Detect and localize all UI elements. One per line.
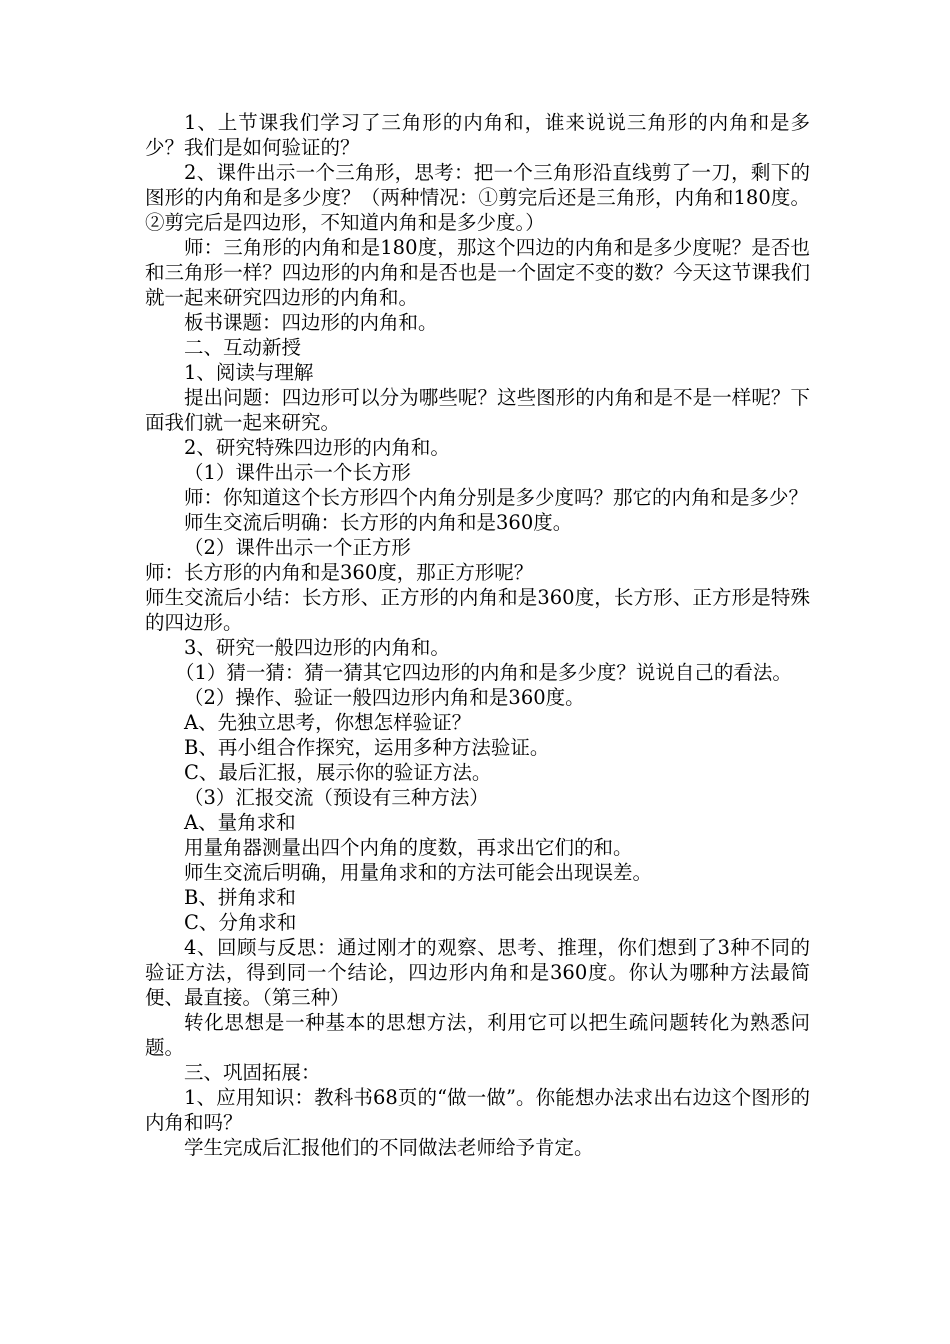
paragraph-reflection: 4、回顾与反思：通过刚才的观察、思考、推理，你们想到了3种不同的验证方法，得到同一个结论，四边形内角和是360度。你认为哪种方法最简便、最直接。（第三种） [145,936,810,1009]
paragraph-rectangle: （1）课件出示一个长方形 [184,461,411,484]
paragraph-report: （3）汇报交流（预设有三种方法） [184,786,489,809]
section-heading-interactive: 二、互动新授 [184,336,302,359]
paragraph-verify: （2）操作、验证一般四边形内角和是360度。 [184,686,585,709]
paragraph-review-triangle: 1、上节课我们学习了三角形的内角和，谁来说说三角形的内角和是多少？我们是如何验证的？ [145,111,810,159]
paragraph-general-quad: 3、研究一般四边形的内角和。 [184,636,450,659]
paragraph-square-question: 师：长方形的内角和是360度，那正方形呢？ [145,561,534,584]
paragraph-method-b: B、拼角求和 [184,886,296,909]
paragraph-method-a: A、量角求和 [184,811,296,834]
paragraph-step-a: A、先独立思考，你想怎样验证？ [184,711,472,734]
paragraph-step-b: B、再小组合作探究，运用多种方法验证。 [184,736,550,759]
section-heading-consolidate: 三、巩固拓展： [184,1061,321,1084]
paragraph-transform: 转化思想是一种基本的思想方法，利用它可以把生疏问题转化为熟悉问题。 [145,1011,810,1059]
paragraph-board-title: 板书课题：四边形的内角和。 [184,311,438,334]
paragraph-question: 提出问题：四边形可以分为哪些呢？这些图形的内角和是不是一样呢？下面我们就一起来研究。 [145,386,810,434]
paragraph-method-a-desc: 用量角器测量出四个内角的度数，再求出它们的和。 [184,836,633,859]
paragraph-reading: 1、阅读与理解 [184,361,314,384]
paragraph-teacher-intro: 师：三角形的内角和是180度，那这个四边的内角和是多少度呢？是否也和三角形一样？四边形的内角和是否也是一个固定不变的数？今天这节课我们就一起来研究四边形的内角和。 [145,236,810,309]
paragraph-method-c: C、分角求和 [184,911,297,934]
paragraph-special-quad: 2、研究特殊四边形的内角和。 [184,436,450,459]
paragraph-apply: 1、应用知识：教科书68页的“做一做”。你能想办法求出右边这个图形的内角和吗？ [145,1086,810,1134]
paragraph-step-c: C、最后汇报，展示你的验证方法。 [184,761,492,784]
paragraph-method-a-note: 师生交流后明确，用量角求和的方法可能会出现误差。 [184,861,653,884]
paragraph-guess: （1）猜一猜：猜一猜其它四边形的内角和是多少度？说说自己的看法。 [175,661,792,684]
paragraph-square-summary: 师生交流后小结：长方形、正方形的内角和是360度，长方形、正方形是特殊的四边形。 [145,586,810,634]
paragraph-rectangle-question: 师：你知道这个长方形四个内角分别是多少度吗？那它的内角和是多少？ [184,486,809,509]
document-body [145,110,810,1160]
paragraph-rectangle-result: 师生交流后明确：长方形的内角和是360度。 [184,511,573,534]
paragraph-student-report: 学生完成后汇报他们的不同做法老师给予肯定。 [184,1136,594,1159]
paragraph-square: （2）课件出示一个正方形 [184,536,411,559]
paragraph-cut-triangle: 2、课件出示一个三角形，思考：把一个三角形沿直线剪了一刀，剩下的图形的内角和是多少度？（两种情况：①剪完后还是三角形，内角和180度。②剪完后是四边形，不知道内角和是多少度。） [145,161,810,234]
